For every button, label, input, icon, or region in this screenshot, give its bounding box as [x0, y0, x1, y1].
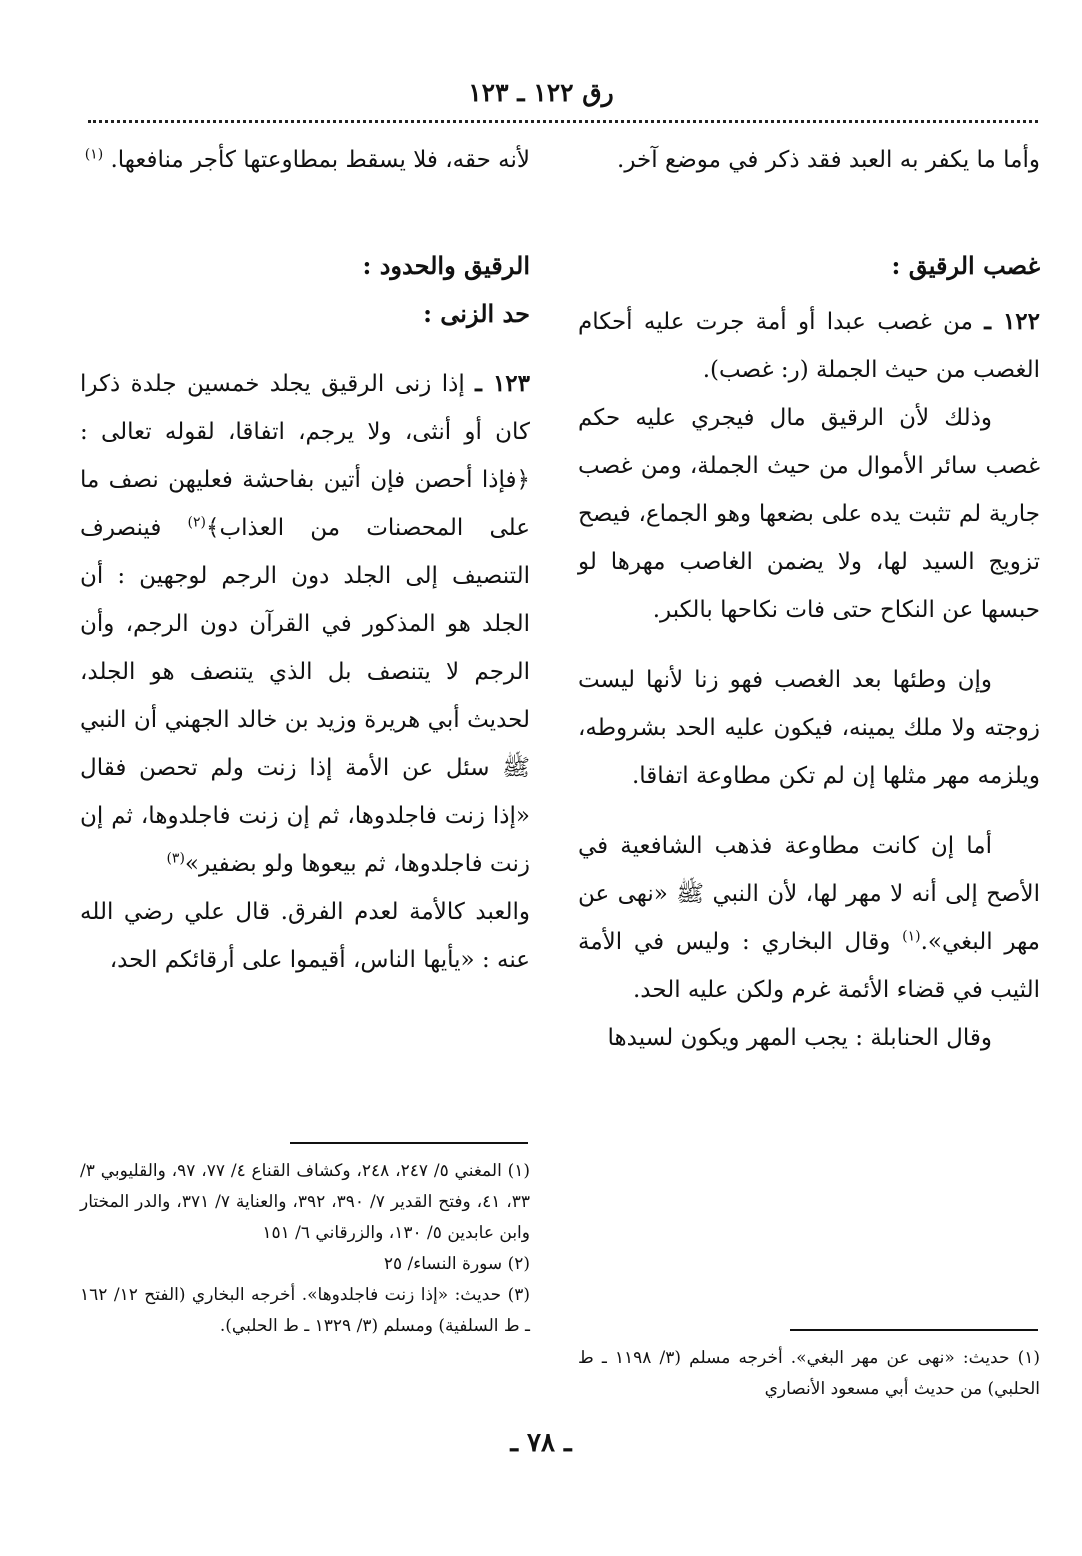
left-intro: لأنه حقه، فلا يسقط بمطاوعتها كأجر منافعها. $^{(١)}$ [84, 146, 530, 173]
right-paragraph-3: أما إن كانت مطاوعة فذهب الشافعية في الأصح إلى أنه لا مهر لها، لأن النبي ﷺ «نهى عن مهر البغي».$^{(١)}$ وقال البخاري : وليس في الأمة الثيب في قضاء الأئمة غرم ولكن عليه الحد. [578, 833, 1040, 1003]
footnotes-right [578, 1343, 1040, 1405]
heading-slaves-and-punishments: الرقيق والحدود : [362, 251, 530, 280]
right-paragraph-1: وذلك لأن الرقيق مال فيجري عليه حكم غصب سائر الأموال من حيث الجملة، ومن غصب جارية لم تثبت يده على بضعها وهو الجماع، فيصح تزويج السيد لها، ولا يضمن الغاصب مهرها لو حبسها عن النكاح حتى فات نكاحها بالكبر. [578, 405, 1040, 623]
heading-zina-punishment: حد الزنى : [423, 299, 530, 328]
footnote-ref: (٢) [187, 514, 206, 531]
left-paragraph-2: والعبد كالأمة لعدم الفرق. قال علي رضي الله عنه : «يأيها الناس، أقيموا على أرقائكم الحد، [80, 899, 530, 973]
left-column [80, 136, 530, 984]
section-number-123: ١٢٣ ـ [475, 370, 531, 397]
footnote-left-1: (١) المغني ٥/ ٢٤٧، ٢٤٨، وكشاف القناع ٤/ ٧٧، ٩٧، والقليوبي ٣/ ٣٣، ٤١، وفتح القدير ٧/ ٣٩٠، ٣٩٢، والعناية ٧/ ٣٧١، والدر المختار وابن عابدين ٥/ ١٣٠، والزرقاني ٦/ ١٥١ [80, 1161, 531, 1243]
section-123: ١٢٣ ـ إذا زنى الرقيق يجلد خمسين جلدة ذكرا كان أو أنثى، ولا يرجم، اتفاقا، لقوله تعالى : ﴿فإذا أحصن فإن أتين بفاحشة فعليهن نصف ما على المحصنات من العذاب﴾$^{(٢)}$ فينصرف التنصيف إلى الجلد دون الرجم لوجهين : أن الجلد هو المذكور في القرآن دون الرجم، وأن الرجم لا يتنصف بل الذي يتنصف هو الجلد، لحديث أبي هريرة وزيد بن خالد الجهني أن النبي ﷺ سئل عن الأمة إذا زنت ولم تحصن فقال «إذا زنت فاجلدوها، ثم إن زنت فاجلدوها، ثم إن زنت فاجلدوها، ثم بيعوها ولو بضفير»$^{(٣)}$ [80, 370, 531, 877]
footnote-left-2: (٢) سورة النساء/ ٢٥ [383, 1254, 530, 1274]
section-122 [578, 298, 1040, 394]
footnote-ref: (١) [902, 928, 921, 945]
footnote-rule-right [790, 1329, 1038, 1331]
footnote-right-1: (١) حديث: «نهى عن مهر البغي». أخرجه مسلم (٣/ ١١٩٨ ـ ط الحلبي) من حديث أبي مسعود الأنصاري [578, 1348, 1041, 1399]
right-column [578, 136, 1040, 1062]
section-122-text: من غصب عبدا أو أمة جرت عليه أحكام الغصب من حيث الجملة (ر: غصب). [578, 309, 1040, 383]
section-number-122: ١٢٢ ـ [984, 308, 1041, 335]
header-title: رق ١٢٢ ـ ١٢٣ [468, 78, 614, 107]
footnote-ref: (٣) [166, 850, 185, 867]
page-header [0, 78, 1082, 107]
footnote-left-3: (٣) حديث: «إذا زنت فاجلدوها». أخرجه البخاري (الفتح ١٢/ ١٦٢ ـ ط السلفية) ومسلم (٣/ ١٣٢٩ ـ ط الحلبي). [80, 1285, 530, 1336]
header-dotted-rule [88, 120, 1038, 123]
right-intro: وأما ما يكفر به العبد فقد ذكر في موضع آخر. [617, 147, 1040, 173]
footnote-ref: (١) [84, 146, 104, 163]
right-paragraph-2: وإن وطئها بعد الغصب فهو زنا لأنها ليست زوجته ولا ملك يمينه، فيكون عليه الحد بشروطه، ويلزمه مهر مثلها إن لم تكن مطاوعة اتفاقا. [578, 667, 1040, 789]
right-paragraph-4: وقال الحنابلة : يجب المهر ويكون لسيدها [607, 1025, 992, 1051]
footnotes-left [80, 1156, 530, 1342]
footnote-rule-left [290, 1142, 528, 1144]
page-number: ـ ٧٨ ـ [510, 1428, 572, 1458]
heading-slave-usurpation: غصب الرقيق : [891, 251, 1040, 280]
